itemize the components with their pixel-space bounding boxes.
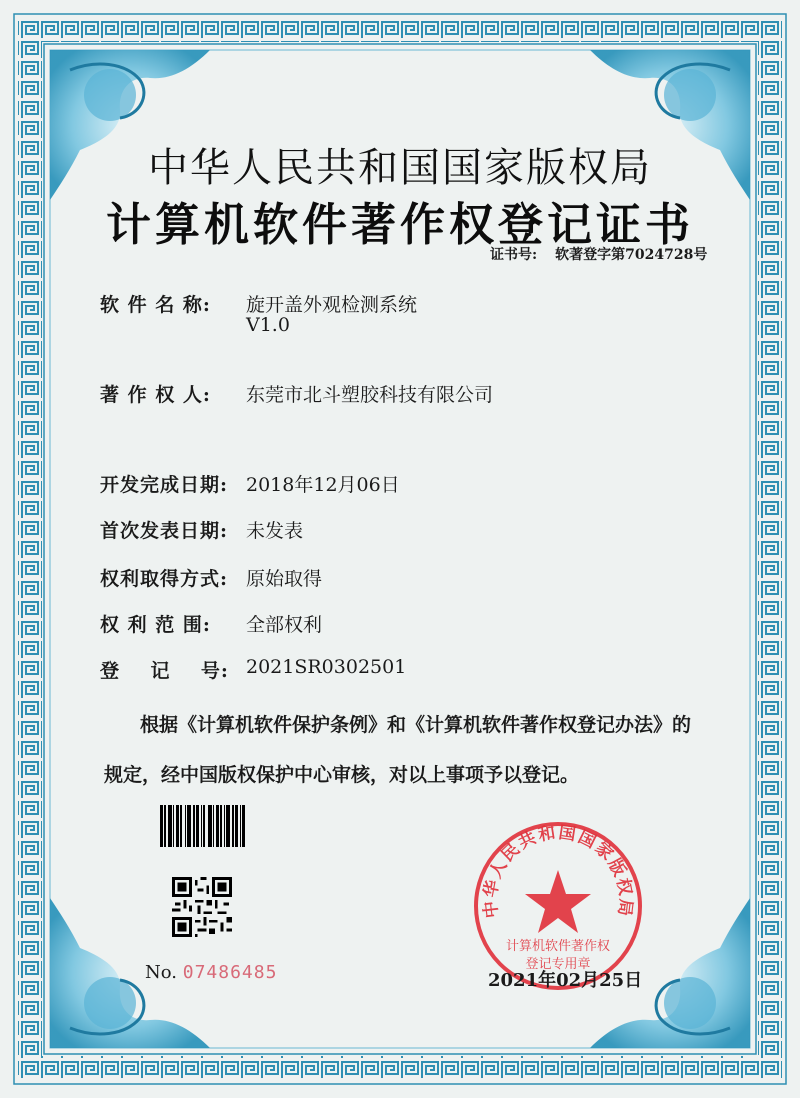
- field-label-registration-number: 登 记 号:: [100, 660, 229, 682]
- serial-number-label: No.: [145, 962, 177, 983]
- serial-number: [145, 962, 277, 983]
- certificate-title: 计算机软件著作权登记证书: [105, 198, 694, 251]
- statement-line-1: 根据《计算机软件保护条例》和《计算机软件著作权登记办法》的: [140, 714, 692, 736]
- certificate-number-label: 证书号:: [490, 247, 538, 263]
- barcode: [160, 805, 264, 847]
- field-value-registration-number: 2021SR0302501: [246, 656, 407, 678]
- issuer-title: 中华人民共和国国家版权局: [148, 145, 652, 191]
- field-value-software-name: 旋开盖外观检测系统: [246, 294, 418, 316]
- certificate-number-value: 软著登字第7024728号: [555, 247, 708, 263]
- statement-line-2: 规定，经中国版权保护中心审核，对以上事项予以登记。: [104, 764, 580, 786]
- qr-code: [172, 877, 232, 937]
- field-value-software-version: V1.0: [246, 314, 290, 336]
- field-value-acquisition-method: 原始取得: [246, 568, 323, 590]
- seal-inner-line-2: 登记专用章: [525, 957, 591, 972]
- field-label-completion-date: 开发完成日期:: [100, 474, 229, 496]
- certificate-number: [490, 244, 707, 264]
- issue-date: 2021年02月25日: [488, 970, 643, 991]
- field-label-rights-scope: 权 利 范 围:: [100, 614, 211, 636]
- field-label-copyright-owner: 著 作 权 人:: [100, 384, 211, 406]
- field-value-copyright-owner: 东莞市北斗塑胶科技有限公司: [246, 384, 494, 406]
- field-value-rights-scope: 全部权利: [246, 614, 323, 636]
- field-label-acquisition-method: 权利取得方式:: [100, 568, 229, 590]
- field-value-publication-date: 未发表: [246, 520, 304, 542]
- serial-number-value: 07486485: [182, 962, 278, 983]
- field-label-publication-date: 首次发表日期:: [100, 520, 229, 542]
- seal-inner-line-1: 计算机软件著作权: [505, 939, 611, 954]
- seal-outer-text: 中华人民共和国国家版权局: [480, 822, 636, 920]
- field-label-software-name: 软 件 名 称:: [100, 294, 211, 316]
- field-value-completion-date: 2018年12月06日: [246, 474, 400, 496]
- seal-star-icon: [525, 870, 591, 933]
